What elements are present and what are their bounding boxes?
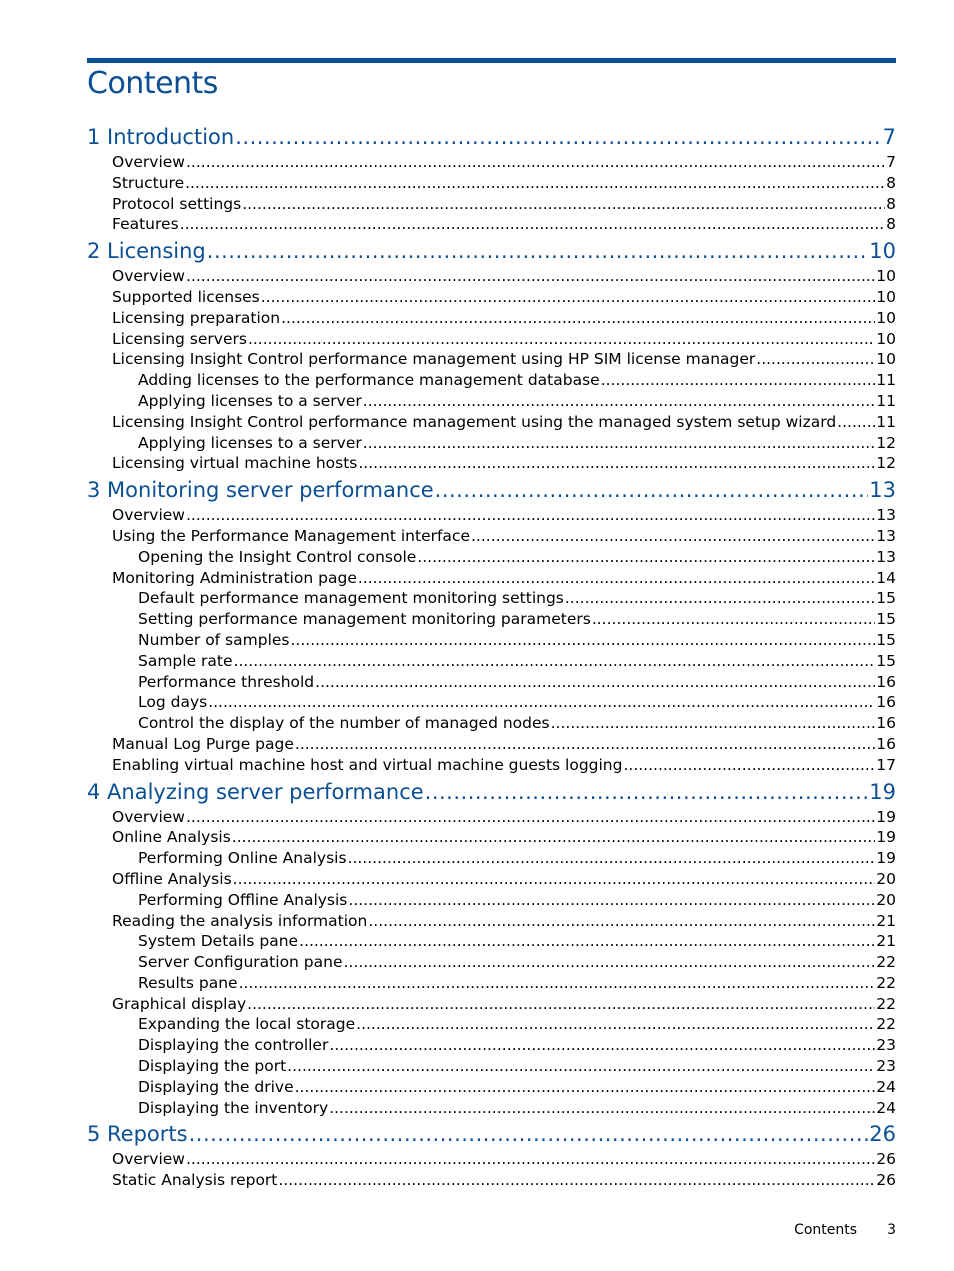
toc-entry-label: Control the display of the number of managed nodes xyxy=(138,714,550,733)
toc-dot-leader xyxy=(344,952,876,973)
toc-entry-label: Adding licenses to the performance management database xyxy=(138,371,600,390)
toc-section-entry[interactable] xyxy=(87,505,896,526)
toc-entry-label: Number of samples xyxy=(138,630,290,649)
toc-entry-label: Licensing virtual machine hosts xyxy=(112,454,358,473)
toc-entry-page: 10 xyxy=(869,239,896,264)
toc-dot-leader xyxy=(363,433,876,454)
toc-dot-leader xyxy=(356,1014,875,1035)
toc-entry-label: Monitoring Administration page xyxy=(112,568,357,587)
toc-section-entry[interactable] xyxy=(87,308,896,329)
toc-section-entry[interactable] xyxy=(87,630,896,651)
toc-dot-leader xyxy=(358,453,875,474)
toc-dot-leader xyxy=(601,370,876,391)
toc-entry-page: 11 xyxy=(876,412,896,431)
toc-entry-label: Displaying the inventory xyxy=(138,1098,329,1117)
toc-entry-page: 15 xyxy=(876,589,896,608)
toc-entry-label: 2 Licensing xyxy=(87,239,206,264)
toc-dot-leader xyxy=(287,1056,875,1077)
toc-entry-label: Licensing preparation xyxy=(112,308,281,327)
toc-section-entry[interactable] xyxy=(87,287,896,308)
toc-chapter-entry[interactable] xyxy=(87,1119,896,1149)
toc-section-entry[interactable] xyxy=(87,1035,896,1056)
toc-section-entry[interactable] xyxy=(87,848,896,869)
toc-entry-page: 22 xyxy=(876,973,896,992)
toc-entry-page: 21 xyxy=(876,932,896,951)
toc-dot-leader xyxy=(368,911,875,932)
toc-section-entry[interactable] xyxy=(87,973,896,994)
toc-entry-label: 5 Reports xyxy=(87,1122,188,1147)
toc-section-entry[interactable] xyxy=(87,1077,896,1098)
toc-dot-leader xyxy=(261,287,876,308)
toc-entry-page: 10 xyxy=(876,350,896,369)
toc-dot-leader xyxy=(278,1170,875,1191)
toc-dot-leader xyxy=(551,713,876,734)
toc-entry-page: 21 xyxy=(876,911,896,930)
toc-dot-leader xyxy=(207,236,869,266)
toc-entry-page: 15 xyxy=(876,630,896,649)
toc-section-entry[interactable] xyxy=(87,194,896,215)
toc-entry-label: Licensing servers xyxy=(112,329,247,348)
toc-chapter-entry[interactable] xyxy=(87,777,896,807)
toc-entry-page: 16 xyxy=(876,672,896,691)
toc-entry-label: Performance threshold xyxy=(138,672,315,691)
toc-entry-label: Overview xyxy=(112,1150,185,1169)
toc-entry-page: 14 xyxy=(876,568,896,587)
toc-section-entry[interactable] xyxy=(87,994,896,1015)
toc-dot-leader xyxy=(837,412,875,433)
toc-entry-page: 22 xyxy=(876,953,896,972)
toc-entry-label: Performing Online Analysis xyxy=(138,849,347,868)
toc-entry-page: 20 xyxy=(876,890,896,909)
toc-chapter-entry[interactable] xyxy=(87,122,896,152)
toc-entry-label: Log days xyxy=(138,693,208,712)
toc-section-entry[interactable] xyxy=(87,152,896,173)
toc-dot-leader xyxy=(208,692,875,713)
toc-entry-label: Licensing Insight Control performance management using HP SIM license manager xyxy=(112,350,756,369)
toc-entry-page: 22 xyxy=(876,1015,896,1034)
toc-dot-leader xyxy=(363,391,876,412)
toc-entry-page: 10 xyxy=(876,329,896,348)
toc-section-entry[interactable] xyxy=(87,713,896,734)
toc-entry-label: Offline Analysis xyxy=(112,869,232,888)
toc-section-entry[interactable] xyxy=(87,755,896,776)
toc-entry-page: 22 xyxy=(876,994,896,1013)
toc-dot-leader xyxy=(291,630,876,651)
toc-section-entry[interactable] xyxy=(87,547,896,568)
toc-entry-label: 3 Monitoring server performance xyxy=(87,478,434,503)
toc-entry-page: 26 xyxy=(876,1150,896,1169)
toc-section-entry[interactable] xyxy=(87,1056,896,1077)
toc-entry-label: Online Analysis xyxy=(112,828,231,847)
toc-entry-label: Graphical display xyxy=(112,994,247,1013)
toc-entry-page: 24 xyxy=(876,1098,896,1117)
toc-entry-label: Static Analysis report xyxy=(112,1171,278,1190)
toc-entry-page: 26 xyxy=(869,1122,896,1147)
toc-dot-leader xyxy=(235,122,881,152)
toc-entry-label: System Details pane xyxy=(138,932,299,951)
toc-entry-page: 13 xyxy=(876,506,896,525)
toc-section-entry[interactable] xyxy=(87,734,896,755)
toc-section-entry[interactable] xyxy=(87,609,896,630)
toc-entry-page: 23 xyxy=(876,1036,896,1055)
toc-entry-label: Supported licenses xyxy=(112,287,260,306)
toc-dot-leader xyxy=(417,547,875,568)
toc-entry-label: Applying licenses to a server xyxy=(138,433,362,452)
toc-entry-page: 12 xyxy=(876,454,896,473)
toc-entry-page: 11 xyxy=(876,371,896,390)
toc-entry-page: 11 xyxy=(876,391,896,410)
toc-entry-page: 13 xyxy=(876,526,896,545)
toc-entry-page: 19 xyxy=(876,828,896,847)
toc-dot-leader xyxy=(756,349,875,370)
toc-section-entry[interactable] xyxy=(87,588,896,609)
toc-entry-page: 8 xyxy=(886,194,896,213)
toc-section-entry[interactable] xyxy=(87,370,896,391)
toc-section-entry[interactable] xyxy=(87,692,896,713)
toc-dot-leader xyxy=(180,214,885,235)
toc-entry-label: Features xyxy=(112,215,179,234)
toc-section-entry[interactable] xyxy=(87,931,896,952)
toc-entry-label: Protocol settings xyxy=(112,194,242,213)
page-number: 3 xyxy=(887,1222,896,1238)
toc-entry-label: Performing Offline Analysis xyxy=(138,890,348,909)
toc-dot-leader xyxy=(329,1035,875,1056)
toc-section-entry[interactable] xyxy=(87,1098,896,1119)
toc-section-entry[interactable] xyxy=(87,173,896,194)
toc-entry-label: Expanding the local storage xyxy=(138,1015,356,1034)
toc-entry-label: Structure xyxy=(112,173,185,192)
toc-dot-leader xyxy=(185,173,885,194)
toc-section-entry[interactable] xyxy=(87,1170,896,1191)
toc-entry-label: Applying licenses to a server xyxy=(138,391,362,410)
toc-section-entry[interactable] xyxy=(87,869,896,890)
toc-entry-page: 10 xyxy=(876,308,896,327)
toc-section-entry[interactable] xyxy=(87,349,896,370)
toc-dot-leader xyxy=(234,651,876,672)
toc-section-entry[interactable] xyxy=(87,453,896,474)
toc-section-entry[interactable] xyxy=(87,526,896,547)
toc-entry-page: 7 xyxy=(882,125,896,149)
toc-dot-leader xyxy=(232,827,875,848)
toc-dot-leader xyxy=(425,777,869,807)
toc-entry-label: Opening the Insight Control console xyxy=(138,547,417,566)
page-title: Contents xyxy=(87,66,218,101)
toc-dot-leader xyxy=(435,475,869,505)
toc-entry-label: Displaying the controller xyxy=(138,1036,329,1055)
toc-dot-leader xyxy=(348,890,875,911)
toc-dot-leader xyxy=(189,1119,869,1149)
page-footer xyxy=(794,1222,896,1238)
toc-section-entry[interactable] xyxy=(87,266,896,287)
toc-section-entry[interactable] xyxy=(87,807,896,828)
toc-dot-leader xyxy=(281,308,875,329)
toc-entry-label: Default performance management monitoring settings xyxy=(138,589,564,608)
toc-section-entry[interactable] xyxy=(87,329,896,350)
toc-entry-page: 17 xyxy=(876,755,896,774)
toc-section-entry[interactable] xyxy=(87,890,896,911)
toc-entry-label: Overview xyxy=(112,807,185,826)
table-of-contents xyxy=(87,121,896,1191)
toc-dot-leader xyxy=(358,568,875,589)
toc-section-entry[interactable] xyxy=(87,214,896,235)
toc-entry-label: Overview xyxy=(112,153,185,171)
toc-dot-leader xyxy=(186,505,875,526)
toc-section-entry[interactable] xyxy=(87,433,896,454)
toc-entry-label: Displaying the drive xyxy=(138,1077,294,1096)
toc-dot-leader xyxy=(471,526,875,547)
toc-dot-leader xyxy=(299,931,875,952)
toc-section-entry[interactable] xyxy=(87,952,896,973)
toc-entry-label: 4 Analyzing server performance xyxy=(87,779,424,804)
toc-entry-page: 10 xyxy=(876,287,896,306)
toc-entry-page: 23 xyxy=(876,1057,896,1076)
toc-entry-page: 10 xyxy=(876,267,896,286)
toc-chapter-entry[interactable] xyxy=(87,475,896,505)
toc-dot-leader xyxy=(295,734,875,755)
toc-entry-label: Enabling virtual machine host and virtual machine guests logging xyxy=(112,755,623,774)
toc-dot-leader xyxy=(295,1077,876,1098)
toc-dot-leader xyxy=(315,672,875,693)
toc-entry-label: Manual Log Purge page xyxy=(112,734,294,753)
toc-section-entry[interactable] xyxy=(87,827,896,848)
toc-dot-leader xyxy=(186,266,875,287)
toc-dot-leader xyxy=(239,973,876,994)
toc-entry-label: Server Configuration pane xyxy=(138,953,343,972)
toc-entry-page: 24 xyxy=(876,1077,896,1096)
toc-entry-page: 16 xyxy=(876,734,896,753)
toc-entry-page: 7 xyxy=(886,153,896,171)
toc-entry-page: 13 xyxy=(876,547,896,566)
toc-dot-leader xyxy=(186,1149,875,1170)
toc-entry-page: 12 xyxy=(876,433,896,452)
toc-section-entry[interactable] xyxy=(87,911,896,932)
header-rule xyxy=(87,58,896,63)
toc-entry-page: 20 xyxy=(876,869,896,888)
toc-entry-page: 15 xyxy=(876,651,896,670)
toc-section-entry[interactable] xyxy=(87,412,896,433)
toc-section-entry[interactable] xyxy=(87,1014,896,1035)
toc-entry-page: 15 xyxy=(876,610,896,629)
toc-entry-page: 19 xyxy=(869,779,896,804)
toc-section-entry[interactable] xyxy=(87,568,896,589)
toc-section-entry[interactable] xyxy=(87,651,896,672)
toc-entry-label: Overview xyxy=(112,506,185,525)
toc-entry-label: Licensing Insight Control performance management using the managed system setup wizard xyxy=(112,412,837,431)
toc-dot-leader xyxy=(247,994,875,1015)
toc-dot-leader xyxy=(329,1098,875,1119)
toc-entry-page: 8 xyxy=(886,173,896,192)
toc-entry-page: 19 xyxy=(876,807,896,826)
toc-dot-leader xyxy=(233,869,876,890)
toc-entry-page: 16 xyxy=(876,714,896,733)
toc-dot-leader xyxy=(186,152,885,173)
toc-dot-leader xyxy=(623,755,875,776)
toc-entry-label: Sample rate xyxy=(138,651,233,670)
toc-section-entry[interactable] xyxy=(87,391,896,412)
toc-dot-leader xyxy=(348,848,876,869)
toc-entry-page: 13 xyxy=(869,478,896,503)
toc-entry-page: 19 xyxy=(876,849,896,868)
toc-entry-page: 26 xyxy=(876,1171,896,1190)
toc-dot-leader xyxy=(242,194,885,215)
toc-dot-leader xyxy=(186,807,875,828)
toc-entry-label: Reading the analysis information xyxy=(112,911,368,930)
toc-entry-label: Overview xyxy=(112,267,185,286)
toc-section-entry[interactable] xyxy=(87,672,896,693)
toc-dot-leader xyxy=(592,609,875,630)
toc-dot-leader xyxy=(565,588,875,609)
toc-dot-leader xyxy=(248,329,875,350)
toc-chapter-entry[interactable] xyxy=(87,236,896,266)
toc-entry-label: Setting performance management monitoring parameters xyxy=(138,610,591,629)
toc-section-entry[interactable] xyxy=(87,1149,896,1170)
toc-entry-page: 8 xyxy=(886,215,896,234)
toc-entry-label: Displaying the port xyxy=(138,1057,287,1076)
toc-entry-label: 1 Introduction xyxy=(87,125,235,149)
toc-entry-page: 16 xyxy=(876,693,896,712)
footer-label: Contents xyxy=(794,1222,858,1238)
toc-entry-label: Using the Performance Management interface xyxy=(112,526,470,545)
toc-entry-label: Results pane xyxy=(138,973,238,992)
